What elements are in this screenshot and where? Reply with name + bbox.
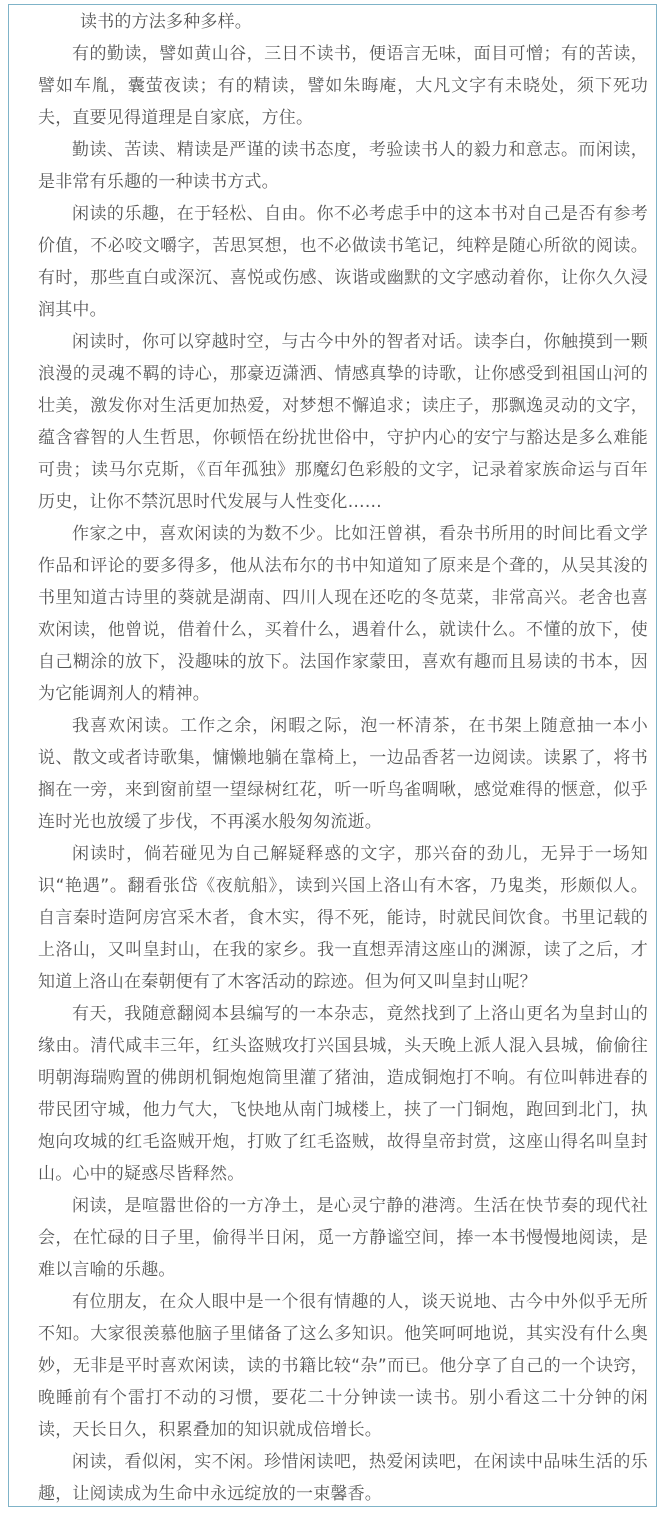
paragraph: 勤读、苦读、精读是严谨的读书态度，考验读书人的毅力和意志。而闲读，是非常有乐趣的一种读书方式。 <box>38 140 648 192</box>
paragraph: 闲读时，你可以穿越时空，与古今中外的智者对话。读李白，你触摸到一颗浪漫的灵魂不羁的诗心，那豪迈潇洒、情感真挚的诗歌，让你感受到祖国山河的壮美，激发你对生活更加热爱，对梦想不懈追求；读庄子，那飘逸灵动的文字，蕴含睿智的人生哲思，你顿悟在纷扰世俗中，守护内心的安宁与豁达是多么难能可贵；读马尔克斯，《百年孤独》那魔幻色彩般的文字，记录着家族命运与百年历史，让你不禁沉思时代发展与人性变化…… <box>38 332 648 512</box>
paragraph: 闲读的乐趣，在于轻松、自由。你不必考虑手中的这本书对自己是否有参考价值，不必咬文嚼字，苦思冥想，也不必做读书笔记，纯粹是随心所欲的阅读。有时，那些直白或深沉、喜悦或伤感、诙谐或幽默的文字感动着你，让你久久浸润其中。 <box>38 204 648 320</box>
paragraph: 有天，我随意翻阅本县编写的一本杂志，竟然找到了上洛山更名为皇封山的缘由。清代咸丰三年，红头盗贼攻打兴国县城，头天晚上派人混入县城，偷偷往明朝海瑞购置的佛朗机铜炮炮筒里灌了猪油，造成铜炮打不响。有位叫韩进春的带民团守城，他力气大，飞快地从南门城楼上，挟了一门铜炮，跑回到北门，执炮向攻城的红毛盗贼开炮，打败了红毛盗贼，故得皇帝封赏，这座山得名叫皇封山。心中的疑惑尽皆释然。 <box>38 1004 648 1184</box>
article-body <box>38 6 648 1510</box>
paragraph: 读书的方法多种多样。 <box>80 12 252 32</box>
paragraph: 闲读，看似闲，实不闲。珍惜闲读吧，热爱闲读吧，在闲读中品味生活的乐趣，让阅读成为生命中永远绽放的一束馨香。 <box>38 1452 648 1504</box>
paragraph: 有的勤读，譬如黄山谷，三日不读书，便语言无味，面目可憎；有的苦读，譬如车胤，囊萤夜读；有的精读，譬如朱晦庵，大凡文字有未晓处，须下死功夫，直要见得道理是自家底，方住。 <box>38 44 648 128</box>
paragraph: 闲读，是喧嚣世俗的一方净土，是心灵宁静的港湾。生活在快节奏的现代社会，在忙碌的日子里，偷得半日闲，觅一方静谧空间，捧一本书慢慢地阅读，是难以言喻的乐趣。 <box>38 1196 648 1280</box>
paragraph: 作家之中，喜欢闲读的为数不少。比如汪曾祺，看杂书所用的时间比看文学作品和评论的要多得多，他从法布尔的书中知道知了原来是个聋的，从吴其浚的书里知道古诗里的葵就是湖南、四川人现在还吃的冬苋菜，非常高兴。老舍也喜欢闲读，他曾说，借着什么，买着什么，遇着什么，就读什么。不懂的放下，使自己糊涂的放下，没趣味的放下。法国作家蒙田，喜欢有趣而且易读的书本，因为它能调剂人的精神。 <box>38 524 648 704</box>
paragraph: 闲读时，倘若碰见为自己解疑释惑的文字，那兴奋的劲儿，无异于一场知识“艳遇”。翻看张岱《夜航船》，读到兴国上洛山有木客，乃鬼类，形颇似人。自言秦时造阿房宫采木者，食木实，得不死，能诗，时就民间饮食。书里记载的上洛山，又叫皇封山，在我的家乡。我一直想弄清这座山的渊源，读了之后，才知道上洛山在秦朝便有了木客活动的踪迹。但为何又叫皇封山呢？ <box>38 844 648 992</box>
paragraph: 我喜欢闲读。工作之余，闲暇之际，泡一杯清茶，在书架上随意抽一本小说、散文或者诗歌集，慵懒地躺在靠椅上，一边品香茗一边阅读。读累了，将书搁在一旁，来到窗前望一望绿树红花，听一听鸟雀啁啾，感觉难得的惬意，似乎连时光也放缓了步伐，不再溪水般匆匆流逝。 <box>38 716 648 832</box>
paragraph: 有位朋友，在众人眼中是一个很有情趣的人，谈天说地、古今中外似乎无所不知。大家很羡慕他脑子里储备了这么多知识。他笑呵呵地说，其实没有什么奥妙，无非是平时喜欢闲读，读的书籍比较“杂”而已。他分享了自己的一个诀窍，晚睡前有个雷打不动的习惯，要花二十分钟读一读书。别小看这二十分钟的闲读，天长日久，积累叠加的知识就成倍增长。 <box>38 1292 648 1440</box>
